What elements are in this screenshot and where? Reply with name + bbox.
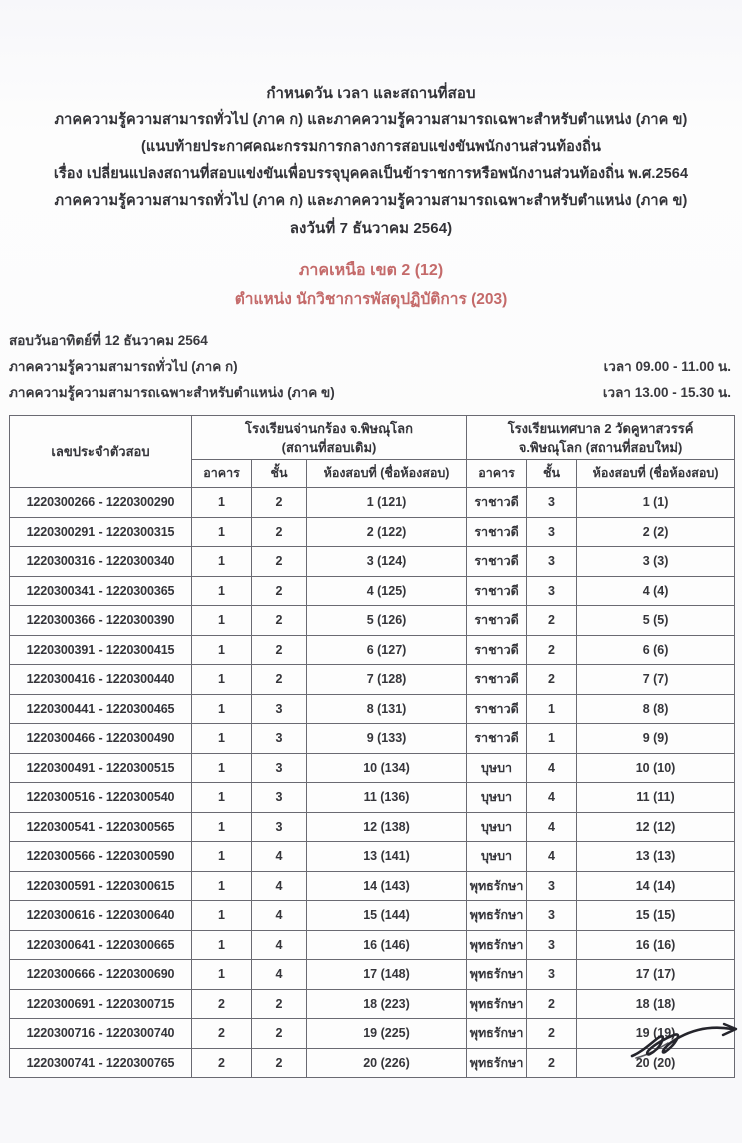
cell-new-floor: 3 bbox=[527, 488, 577, 518]
cell-new-building: ราชาวดี bbox=[467, 517, 527, 547]
cell-new-room: 6 (6) bbox=[577, 635, 735, 665]
table-row bbox=[10, 871, 735, 901]
cell-exam-id: 1220300291 - 1220300315 bbox=[10, 517, 192, 547]
cell-old-building: 1 bbox=[192, 812, 252, 842]
table-row bbox=[10, 812, 735, 842]
cell-old-floor: 4 bbox=[252, 901, 307, 931]
cell-new-room: 8 (8) bbox=[577, 694, 735, 724]
exam-date-label: สอบวันอาทิตย์ที่ 12 ธันวาคม 2564 bbox=[9, 333, 208, 348]
header-old-building: อาคาร bbox=[192, 460, 252, 488]
cell-exam-id: 1220300441 - 1220300465 bbox=[10, 694, 192, 724]
heading-line-2: ภาคความรู้ความสามารถทั่วไป (ภาค ก) และภาคความรู้ความสามารถเฉพาะสำหรับตำแหน่ง (ภาค ข) bbox=[54, 112, 688, 128]
cell-new-room: 20 (20) bbox=[577, 1048, 735, 1078]
cell-old-room: 12 (138) bbox=[307, 812, 467, 842]
cell-old-room: 17 (148) bbox=[307, 960, 467, 990]
cell-exam-id: 1220300566 - 1220300590 bbox=[10, 842, 192, 872]
position-title: ตำแหน่ง นักวิชาการพัสดุปฏิบัติการ (203) bbox=[234, 291, 508, 308]
cell-old-room: 19 (225) bbox=[307, 1019, 467, 1049]
cell-old-room: 11 (136) bbox=[307, 783, 467, 813]
header-venue-new bbox=[467, 416, 735, 460]
cell-old-floor: 4 bbox=[252, 960, 307, 990]
session-2-time: เวลา 13.00 - 15.30 น. bbox=[602, 385, 731, 400]
cell-old-building: 1 bbox=[192, 871, 252, 901]
schedule-table bbox=[9, 415, 735, 1078]
session-row-1 bbox=[9, 354, 734, 380]
cell-new-room: 5 (5) bbox=[577, 606, 735, 636]
header-old-floor: ชั้น bbox=[252, 460, 307, 488]
cell-new-room: 16 (16) bbox=[577, 930, 735, 960]
cell-new-building: บุษบา bbox=[467, 753, 527, 783]
cell-new-floor: 4 bbox=[527, 783, 577, 813]
cell-old-room: 20 (226) bbox=[307, 1048, 467, 1078]
cell-old-building: 1 bbox=[192, 842, 252, 872]
header-exam-id: เลขประจำตัวสอบ bbox=[10, 416, 192, 488]
cell-new-room: 18 (18) bbox=[577, 989, 735, 1019]
table-row bbox=[10, 842, 735, 872]
cell-old-room: 10 (134) bbox=[307, 753, 467, 783]
session-row-2 bbox=[9, 380, 734, 406]
cell-old-floor: 3 bbox=[252, 812, 307, 842]
cell-new-floor: 3 bbox=[527, 960, 577, 990]
cell-old-floor: 3 bbox=[252, 724, 307, 754]
cell-exam-id: 1220300516 - 1220300540 bbox=[10, 783, 192, 813]
cell-new-floor: 1 bbox=[527, 694, 577, 724]
cell-old-floor: 3 bbox=[252, 694, 307, 724]
cell-new-building: พุทธรักษา bbox=[467, 1048, 527, 1078]
cell-old-room: 16 (146) bbox=[307, 930, 467, 960]
cell-old-floor: 3 bbox=[252, 753, 307, 783]
cell-exam-id: 1220300491 - 1220300515 bbox=[10, 753, 192, 783]
cell-exam-id: 1220300366 - 1220300390 bbox=[10, 606, 192, 636]
cell-old-building: 1 bbox=[192, 547, 252, 577]
cell-old-floor: 4 bbox=[252, 930, 307, 960]
cell-new-building: ราชาวดี bbox=[467, 635, 527, 665]
cell-exam-id: 1220300641 - 1220300665 bbox=[10, 930, 192, 960]
cell-old-building: 2 bbox=[192, 1048, 252, 1078]
cell-new-floor: 3 bbox=[527, 547, 577, 577]
cell-new-room: 2 (2) bbox=[577, 517, 735, 547]
cell-old-floor: 2 bbox=[252, 547, 307, 577]
table-row bbox=[10, 635, 735, 665]
cell-new-floor: 2 bbox=[527, 1048, 577, 1078]
table-row bbox=[10, 517, 735, 547]
cell-new-floor: 3 bbox=[527, 930, 577, 960]
heading-line-6: ลงวันที่ 7 ธันวาคม 2564) bbox=[289, 220, 453, 237]
schedule-table-wrapper bbox=[0, 406, 742, 1078]
cell-new-building: ราชาวดี bbox=[467, 488, 527, 518]
cell-old-building: 1 bbox=[192, 488, 252, 518]
cell-old-floor: 4 bbox=[252, 871, 307, 901]
cell-exam-id: 1220300691 - 1220300715 bbox=[10, 989, 192, 1019]
header-new-room: ห้องสอบที่ (ชื่อห้องสอบ) bbox=[577, 460, 735, 488]
cell-old-room: 18 (223) bbox=[307, 989, 467, 1019]
cell-exam-id: 1220300341 - 1220300365 bbox=[10, 576, 192, 606]
exam-date-row bbox=[9, 328, 734, 354]
table-row bbox=[10, 606, 735, 636]
table-row bbox=[10, 694, 735, 724]
cell-old-building: 1 bbox=[192, 694, 252, 724]
header-row-venues bbox=[10, 416, 735, 460]
cell-old-floor: 2 bbox=[252, 1048, 307, 1078]
cell-old-building: 1 bbox=[192, 635, 252, 665]
heading-line-5: ภาคความรู้ความสามารถทั่วไป (ภาค ก) และภาคความรู้ความสามารถเฉพาะสำหรับตำแหน่ง (ภาค ข) bbox=[54, 193, 688, 209]
cell-old-room: 1 (121) bbox=[307, 488, 467, 518]
cell-new-room: 12 (12) bbox=[577, 812, 735, 842]
cell-exam-id: 1220300541 - 1220300565 bbox=[10, 812, 192, 842]
cell-old-room: 15 (144) bbox=[307, 901, 467, 931]
cell-old-building: 1 bbox=[192, 960, 252, 990]
session-1-label: ภาคความรู้ความสามารถทั่วไป (ภาค ก) bbox=[9, 359, 238, 374]
cell-new-building: พุทธรักษา bbox=[467, 930, 527, 960]
cell-old-building: 1 bbox=[192, 930, 252, 960]
exam-info-block bbox=[0, 328, 742, 406]
cell-old-room: 4 (125) bbox=[307, 576, 467, 606]
cell-old-building: 1 bbox=[192, 901, 252, 931]
table-row bbox=[10, 901, 735, 931]
header-venue-old bbox=[192, 416, 467, 460]
cell-new-floor: 3 bbox=[527, 871, 577, 901]
cell-new-floor: 4 bbox=[527, 812, 577, 842]
table-row bbox=[10, 960, 735, 990]
cell-new-floor: 2 bbox=[527, 635, 577, 665]
cell-old-floor: 2 bbox=[252, 576, 307, 606]
cell-new-building: พุทธรักษา bbox=[467, 1019, 527, 1049]
cell-new-floor: 3 bbox=[527, 517, 577, 547]
cell-new-building: พุทธรักษา bbox=[467, 960, 527, 990]
cell-old-room: 13 (141) bbox=[307, 842, 467, 872]
cell-old-floor: 2 bbox=[252, 665, 307, 695]
cell-new-room: 1 (1) bbox=[577, 488, 735, 518]
cell-old-floor: 2 bbox=[252, 488, 307, 518]
cell-new-room: 7 (7) bbox=[577, 665, 735, 695]
cell-new-building: ราชาวดี bbox=[467, 665, 527, 695]
cell-new-floor: 3 bbox=[527, 576, 577, 606]
session-2-label: ภาคความรู้ความสามารถเฉพาะสำหรับตำแหน่ง (ภาค ข) bbox=[9, 385, 335, 400]
cell-exam-id: 1220300316 - 1220300340 bbox=[10, 547, 192, 577]
cell-exam-id: 1220300591 - 1220300615 bbox=[10, 871, 192, 901]
cell-exam-id: 1220300741 - 1220300765 bbox=[10, 1048, 192, 1078]
cell-exam-id: 1220300266 - 1220300290 bbox=[10, 488, 192, 518]
cell-old-building: 1 bbox=[192, 606, 252, 636]
cell-new-room: 9 (9) bbox=[577, 724, 735, 754]
table-header bbox=[10, 416, 735, 488]
table-row bbox=[10, 753, 735, 783]
cell-old-room: 3 (124) bbox=[307, 547, 467, 577]
cell-new-room: 14 (14) bbox=[577, 871, 735, 901]
cell-exam-id: 1220300616 - 1220300640 bbox=[10, 901, 192, 931]
cell-new-room: 10 (10) bbox=[577, 753, 735, 783]
cell-new-room: 17 (17) bbox=[577, 960, 735, 990]
cell-old-building: 1 bbox=[192, 783, 252, 813]
cell-new-room: 3 (3) bbox=[577, 547, 735, 577]
document-heading bbox=[0, 0, 742, 242]
table-row bbox=[10, 1048, 735, 1078]
table-row bbox=[10, 724, 735, 754]
cell-old-building: 1 bbox=[192, 753, 252, 783]
cell-new-floor: 2 bbox=[527, 665, 577, 695]
cell-new-building: บุษบา bbox=[467, 783, 527, 813]
table-row bbox=[10, 783, 735, 813]
cell-old-floor: 2 bbox=[252, 606, 307, 636]
cell-new-floor: 3 bbox=[527, 901, 577, 931]
cell-old-building: 1 bbox=[192, 576, 252, 606]
venue-new-note: จ.พิษณุโลก (สถานที่สอบใหม่) bbox=[518, 439, 683, 455]
venue-old-name: โรงเรียนจ่านกร้อง จ.พิษณุโลก bbox=[245, 420, 413, 436]
heading-line-4: เรื่อง เปลี่ยนแปลงสถานที่สอบแข่งขันเพื่อบรรจุบุคคลเป็นข้าราชการหรือพนักงานส่วนท้องถิ่น พ.ศ.2564 bbox=[53, 166, 689, 182]
cell-old-building: 1 bbox=[192, 517, 252, 547]
cell-new-floor: 4 bbox=[527, 753, 577, 783]
cell-new-building: พุทธรักษา bbox=[467, 901, 527, 931]
cell-exam-id: 1220300666 - 1220300690 bbox=[10, 960, 192, 990]
heading-line-3: (แนบท้ายประกาศคณะกรรมการกลางการสอบแข่งขันพนักงานส่วนท้องถิ่น bbox=[140, 139, 601, 155]
cell-new-building: ราชาวดี bbox=[467, 694, 527, 724]
cell-old-room: 14 (143) bbox=[307, 871, 467, 901]
cell-old-room: 8 (131) bbox=[307, 694, 467, 724]
session-1-time: เวลา 09.00 - 11.00 น. bbox=[603, 359, 731, 374]
table-row bbox=[10, 665, 735, 695]
cell-new-room: 19 (19) bbox=[577, 1019, 735, 1049]
cell-new-floor: 4 bbox=[527, 842, 577, 872]
table-row bbox=[10, 1019, 735, 1049]
cell-exam-id: 1220300391 - 1220300415 bbox=[10, 635, 192, 665]
cell-old-floor: 2 bbox=[252, 635, 307, 665]
cell-new-room: 13 (13) bbox=[577, 842, 735, 872]
cell-old-floor: 4 bbox=[252, 842, 307, 872]
header-new-floor: ชั้น bbox=[527, 460, 577, 488]
cell-old-building: 1 bbox=[192, 724, 252, 754]
cell-new-building: พุทธรักษา bbox=[467, 989, 527, 1019]
cell-new-floor: 2 bbox=[527, 1019, 577, 1049]
cell-new-building: บุษบา bbox=[467, 842, 527, 872]
cell-old-floor: 2 bbox=[252, 1019, 307, 1049]
cell-old-building: 2 bbox=[192, 989, 252, 1019]
cell-exam-id: 1220300716 - 1220300740 bbox=[10, 1019, 192, 1049]
cell-old-room: 9 (133) bbox=[307, 724, 467, 754]
cell-new-floor: 2 bbox=[527, 606, 577, 636]
cell-old-floor: 2 bbox=[252, 989, 307, 1019]
cell-new-building: บุษบา bbox=[467, 812, 527, 842]
cell-old-room: 7 (128) bbox=[307, 665, 467, 695]
cell-old-room: 2 (122) bbox=[307, 517, 467, 547]
cell-old-building: 2 bbox=[192, 1019, 252, 1049]
cell-old-floor: 2 bbox=[252, 517, 307, 547]
cell-exam-id: 1220300416 - 1220300440 bbox=[10, 665, 192, 695]
header-new-building: อาคาร bbox=[467, 460, 527, 488]
table-row bbox=[10, 930, 735, 960]
cell-new-building: ราชาวดี bbox=[467, 547, 527, 577]
venue-new-name: โรงเรียนเทศบาล 2 วัดคูหาสวรรค์ bbox=[507, 420, 694, 436]
table-body bbox=[10, 488, 735, 1078]
cell-new-room: 4 (4) bbox=[577, 576, 735, 606]
cell-exam-id: 1220300466 - 1220300490 bbox=[10, 724, 192, 754]
table-row bbox=[10, 488, 735, 518]
cell-new-building: ราชาวดี bbox=[467, 724, 527, 754]
region-title: ภาคเหนือ เขต 2 (12) bbox=[298, 262, 444, 279]
table-row bbox=[10, 547, 735, 577]
cell-old-room: 6 (127) bbox=[307, 635, 467, 665]
header-old-room: ห้องสอบที่ (ชื่อห้องสอบ) bbox=[307, 460, 467, 488]
cell-new-building: ราชาวดี bbox=[467, 606, 527, 636]
cell-old-floor: 3 bbox=[252, 783, 307, 813]
cell-old-room: 5 (126) bbox=[307, 606, 467, 636]
cell-new-floor: 1 bbox=[527, 724, 577, 754]
cell-new-building: พุทธรักษา bbox=[467, 871, 527, 901]
heading-line-1: กำหนดวัน เวลา และสถานที่สอบ bbox=[266, 85, 476, 102]
venue-old-note: (สถานที่สอบเดิม) bbox=[281, 439, 377, 455]
cell-old-building: 1 bbox=[192, 665, 252, 695]
cell-new-room: 15 (15) bbox=[577, 901, 735, 931]
table-row bbox=[10, 989, 735, 1019]
cell-new-room: 11 (11) bbox=[577, 783, 735, 813]
cell-new-building: ราชาวดี bbox=[467, 576, 527, 606]
cell-new-floor: 2 bbox=[527, 989, 577, 1019]
table-row bbox=[10, 576, 735, 606]
region-position-block bbox=[0, 256, 742, 314]
